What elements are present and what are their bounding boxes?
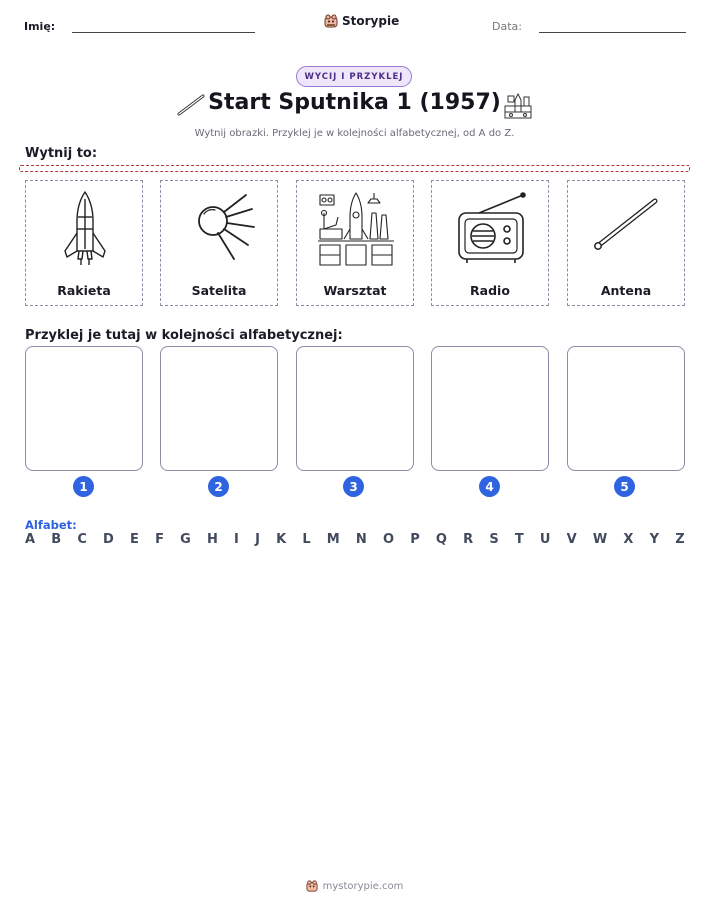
storypie-logo-icon (306, 880, 318, 892)
slot-number-5: 5 (614, 476, 635, 497)
alphabet-letter: S (489, 532, 499, 547)
paste-slot-1[interactable] (25, 346, 143, 471)
alphabet-letter: J (255, 532, 260, 547)
cut-card-radio[interactable] (431, 180, 549, 306)
paste-slot-4[interactable] (431, 346, 549, 471)
card-label: Satelita (191, 283, 247, 298)
alphabet-letter: A (25, 532, 36, 547)
card-label: Radio (470, 283, 510, 298)
alphabet-letter: G (180, 532, 191, 547)
cut-line[interactable] (19, 165, 690, 172)
alphabet-letter: N (355, 532, 367, 547)
alphabet-letter: E (130, 532, 139, 547)
alphabet-letter: U (539, 532, 551, 547)
card-label: Antena (600, 283, 652, 298)
alphabet-letter: R (463, 532, 474, 547)
cut-card-rocket[interactable] (25, 180, 143, 306)
alphabet-letter: O (382, 532, 395, 547)
alphabet-letter: F (155, 532, 164, 547)
paste-heading: Przyklej je tutaj w kolejności alfabetycznej: (25, 328, 343, 343)
slot-number-2: 2 (208, 476, 229, 497)
alphabet-letter: Z (675, 532, 685, 547)
brand-name: Storypie (342, 14, 400, 28)
paste-slot-3[interactable] (296, 346, 414, 471)
cut-heading: Wytnij to: (25, 146, 98, 161)
instructions: Wytnij obrazki. Przyklej je w kolejności alfabetycznej, od A do Z. (194, 128, 515, 139)
name-label: Imię: (24, 20, 56, 33)
date-label: Data: (492, 20, 522, 33)
alphabet-letter: L (302, 532, 311, 547)
activity-badge: WYCIJ I PRZYKLEJ (296, 66, 412, 87)
alphabet-letter: W (592, 532, 608, 547)
workshop-icon (503, 92, 533, 120)
cut-card-workshop[interactable] (296, 180, 414, 306)
card-label: Rakieta (57, 283, 111, 298)
alphabet-letter: X (623, 532, 634, 547)
alphabet-letter: T (514, 532, 524, 547)
alphabet-letter: B (51, 532, 62, 547)
alphabet-letter: H (206, 532, 218, 547)
alphabet-letter: P (410, 532, 420, 547)
cut-card-satellite[interactable] (160, 180, 278, 306)
paste-slot-5[interactable] (567, 346, 685, 471)
paste-slot-2[interactable] (160, 346, 278, 471)
alphabet-letter: C (77, 532, 87, 547)
alphabet-letter: Y (649, 532, 660, 547)
cut-card-antenna[interactable] (567, 180, 685, 306)
workshop-icon (316, 189, 396, 269)
antenna-icon (587, 189, 667, 269)
footer (0, 880, 709, 892)
slot-number-3: 3 (343, 476, 364, 497)
page-title: Start Sputnika 1 (1957) (208, 90, 501, 115)
slot-number-4: 4 (479, 476, 500, 497)
storypie-logo-icon (324, 14, 338, 28)
alphabet-row (25, 532, 685, 547)
alphabet-letter: Q (435, 532, 447, 547)
radio-icon (451, 189, 531, 269)
rocket-icon (45, 189, 125, 269)
alphabet-letter: I (234, 532, 239, 547)
alphabet-letter: D (103, 532, 114, 547)
brand (324, 14, 399, 28)
alphabet-letter: K (276, 532, 287, 547)
alphabet-letter: V (566, 532, 577, 547)
satellite-icon (180, 189, 260, 269)
name-line[interactable] (72, 32, 255, 33)
alphabet-heading: Alfabet: (25, 518, 77, 532)
card-label: Warsztat (323, 283, 387, 298)
footer-url[interactable]: mystorypie.com (322, 880, 404, 892)
slot-number-1: 1 (73, 476, 94, 497)
alphabet-letter: M (326, 532, 340, 547)
date-line[interactable] (539, 32, 686, 33)
